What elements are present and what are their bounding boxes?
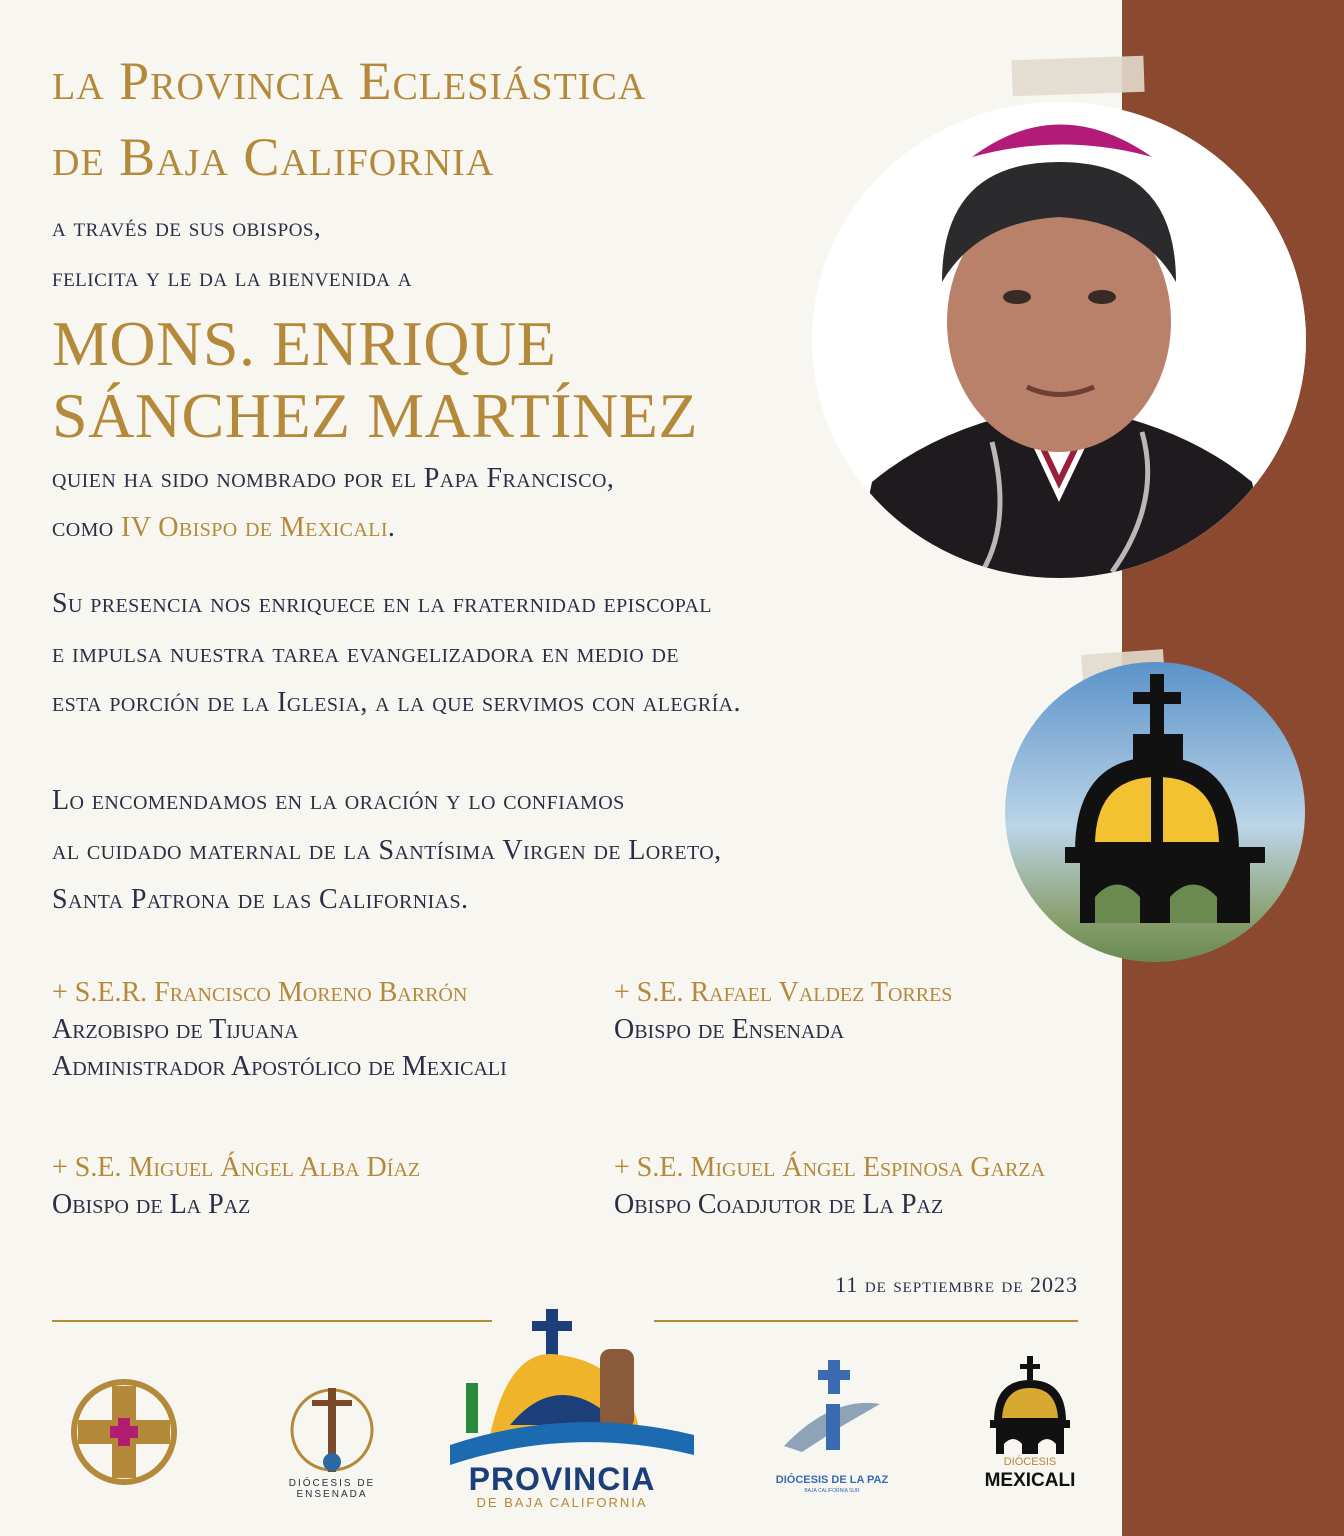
la-paz-sub-label: BAJA CALIFORNIA SUR [804,1488,860,1494]
footer-rule-left [52,1320,492,1322]
signatory-1-role-2: Administrador Apostólico de Mexicali [52,1051,507,1082]
signatory-1-role-1: Arzobispo de Tijuana [52,1014,299,1045]
tape-top [1011,56,1144,97]
signatory-3-name: + S.E. Miguel Ángel Alba Díaz [52,1152,421,1183]
heading-line-2: de Baja California [52,127,495,187]
appointment-line-2 [52,512,395,544]
paragraph-2-line-1: Lo encomendamos en la oración y lo confiamos [52,785,625,816]
intro-line-2: felicita y le da la bienvenida a [52,262,412,292]
bishop-photo [812,102,1306,578]
bishop-portrait-illustration [812,102,1306,578]
paragraph-1-line-3: esta porción de la Iglesia, a la que servimos con alegría. [52,687,741,718]
signatory-4-role-1: Obispo Coadjutor de La Paz [614,1189,944,1220]
paragraph-1-line-1: Su presencia nos enriquece en la fraternidad episcopal [52,588,712,619]
signatory-3-role-1: Obispo de La Paz [52,1189,251,1220]
logo-provincia-baja-california [450,1305,694,1515]
signatory-1-name: + S.E.R. Francisco Moreno Barrón [52,977,468,1008]
logo-diocesis-mexicali [980,1356,1080,1496]
document-date: 11 de septiembre de 2023 [835,1272,1078,1297]
appointment-line-1: quien ha sido nombrado por el Papa Francisco, [52,463,615,494]
paragraph-2-line-2: al cuidado maternal de la Santísima Virgen de Loreto, [52,835,722,866]
provincia-emblem-icon [450,1305,694,1465]
signatory-2-name: + S.E. Rafael Valdez Torres [614,977,953,1008]
paragraph-1-line-2: e impulsa nuestra tarea evangelizadora en medio de [52,638,679,669]
la-paz-dove-icon [762,1356,902,1466]
mexicali-dome-icon [980,1356,1080,1454]
ensenada-label: DIÓCESIS DE ENSENADA [288,1478,376,1500]
honoree-name-line-1: MONS. ENRIQUE [52,308,557,379]
mexicali-small-label: DIÓCESIS [1003,1456,1057,1468]
provincia-label: PROVINCIA [468,1461,656,1497]
la-paz-label: DIÓCESIS DE LA PAZ [775,1474,889,1486]
footer-rule-right [654,1320,1078,1322]
logo-diocesis-la-paz [762,1356,902,1496]
provincia-sub-label: DE BAJA CALIFORNIA [476,1495,648,1510]
appointment-prefix: como [52,512,122,543]
appointment-suffix: . [387,512,396,543]
mexicali-cathedral-sticker [1005,662,1305,962]
honoree-name-line-2: SÁNCHEZ MARTÍNEZ [52,380,698,451]
cathedral-dome-icon [1005,662,1305,962]
signatory-2-role-1: Obispo de Ensenada [614,1014,845,1045]
intro-line-1: a través de sus obispos, [52,212,322,242]
paragraph-2-line-3: Santa Patrona de las Californias. [52,884,469,915]
mexicali-big-label: MEXICALI [984,1470,1076,1491]
logo-diocesis-ensenada [280,1360,384,1500]
heading-line-1: la Provincia Eclesiástica [52,51,647,111]
tijuana-cross-icon [52,1360,196,1504]
appointment-title: IV Obispo de Mexicali [121,512,388,543]
signatory-4-name: + S.E. Miguel Ángel Espinosa Garza [614,1152,1046,1183]
logo-arquidiocesis-tijuana [52,1360,196,1504]
